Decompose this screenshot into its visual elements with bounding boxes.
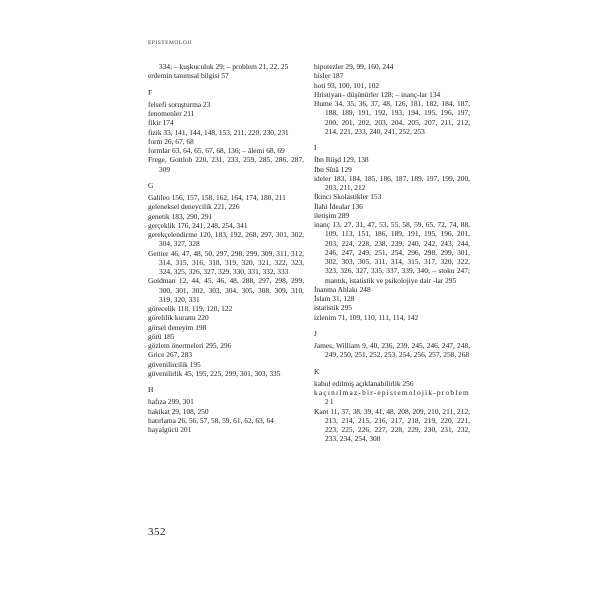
index-entry: form 26, 67, 68 bbox=[148, 136, 194, 146]
index-entry: formlar 63, 64, 65, 67, 68, 136; – âlemi 68, 69 bbox=[148, 146, 285, 155]
index-entry: Frege, Gottlob 220, 231, 233, 259, 285, 286, 287, 309 bbox=[148, 155, 304, 174]
index-entry: Galileo 156, 157, 158, 162, 164, 174, 180, 211 bbox=[148, 193, 286, 202]
index-entry: iletişim 289 bbox=[314, 210, 350, 220]
index-entry: görecelik 118, 119, 120, 122 bbox=[148, 304, 233, 313]
index-entry: hayalgücü 201 bbox=[148, 425, 192, 434]
index-entry: İnanma Ahlakı 248 bbox=[314, 284, 371, 294]
index-entry: İslam 31, 128 bbox=[314, 294, 355, 303]
index-column-left bbox=[148, 62, 304, 434]
index-entry: güvenilirlik 45, 195, 225, 299, 301, 303, 335 bbox=[148, 368, 281, 378]
index-entry: fikir 174 bbox=[148, 118, 174, 128]
index-entry: fizik 33, 141, 144, 148, 153, 211, 220, 230, 231 bbox=[148, 127, 289, 137]
index-entry: gözlem önermeleri 295, 296 bbox=[148, 341, 232, 350]
index-entry: İkinci Skolastikler 153 bbox=[314, 192, 382, 202]
index-entry: inanç 13, 27, 31, 47, 53, 55, 58, 59, 65, 72, 74, 88, 109, 113, 151, 186, 189, 191, 195, 196, 201, 203, 224, 228, 238, 239, 240, 242, 243, 244, 246, 247, 249, 251, 254, 296, 298, 299, 301, 302, 303, 305, 311, 314, 315, 317, 320, 322, 323, 326, 327, 335, 337, 339, 340; – stoku 247; mantık, istatistik ve psikolojiye dair -lar 295 bbox=[314, 220, 470, 285]
index-entry: görü 185 bbox=[148, 331, 175, 341]
index-entry: izlenim 71, 109, 110, 111, 114, 142 bbox=[314, 312, 419, 322]
index-entry: ideler 183, 184, 185, 186, 187, 189, 197, 199, 200, 203, 211, 212 bbox=[314, 173, 470, 192]
index-entry: Hume 34, 35, 36, 37, 48, 126, 181, 182, 184, 187, 188, 189, 191, 192, 193, 194, 195, 196, 197, 200, 201, 202, 203, 204, 205, 207, 211, 212, 214, 221, 233, 240, 241, 252, 253 bbox=[314, 99, 470, 136]
index-entry: Goldman 12, 44, 45, 46, 48, 288, 297, 298, 299, 300, 301, 302, 303, 304, 305, 308, 309, 310, 319, 320, 331 bbox=[148, 276, 304, 304]
index-entry: istatistik 295 bbox=[314, 303, 352, 313]
index-entry: Kant 11, 37, 38, 39, 41, 48, 208, 209, 210, 211, 212, 213, 214, 215, 216, 217, 218, 219, 220, 221, 223, 225, 226, 227, 228, 229, 230, 231, 232, 233, 234, 254, 308 bbox=[314, 406, 470, 444]
index-letter-heading: K bbox=[314, 366, 320, 376]
index-letter-heading: F bbox=[148, 87, 153, 97]
index-entry: İbn Sînâ 129 bbox=[314, 164, 352, 174]
index-entry: hoti 93, 100, 101, 102 bbox=[314, 80, 380, 90]
index-column-right bbox=[314, 62, 470, 444]
index-entry: görsel deneyim 198 bbox=[148, 322, 207, 332]
index-entry: geleneksel deneycilik 221, 226 bbox=[148, 202, 240, 212]
index-entry: kabul edilmiş açıklanabilirlik 256 bbox=[314, 378, 414, 388]
page-number: 352 bbox=[148, 526, 166, 538]
index-entry: Gettier 46, 47, 48, 50, 297, 298, 299, 309, 311, 312, 314, 315, 316, 318, 319, 320, 321, 322, 323, 324, 325, 326, 327, 329, 330, 331, 332, 333 bbox=[148, 248, 304, 276]
index-entry: görelilik kuramı 220 bbox=[148, 313, 209, 323]
index-entry: hipotezler 29, 99, 160, 244 bbox=[314, 62, 394, 71]
index-entry: Grice 267, 283 bbox=[148, 350, 193, 360]
index-letter-heading: J bbox=[314, 328, 317, 338]
index-entry: gerekçelendirme 120, 183, 192, 268, 297, 301, 302, 304, 327, 328 bbox=[148, 230, 304, 249]
index-entry: James, William 9, 40, 236, 239, 245, 246, 247, 248, 249, 250, 251, 252, 253, 254, 256, 257, 258, 268 bbox=[314, 341, 470, 360]
index-entry: fenomenler 211 bbox=[148, 109, 195, 118]
index-entry: gerçeklik 176, 241, 248, 254, 341 bbox=[148, 220, 248, 230]
index-entry: felsefi soruşturma 23 bbox=[148, 99, 211, 109]
index-entry: hafıza 299, 301 bbox=[148, 397, 194, 407]
index-entry: İlahi İdealar 136 bbox=[314, 201, 363, 211]
index-entry: İbn Rüşd 129, 138 bbox=[314, 155, 369, 165]
index-letter-heading: H bbox=[148, 385, 154, 394]
index-entry: güvenilircilik 195 bbox=[148, 359, 201, 369]
index-entry: hatırlama 26, 56, 57, 58, 59, 61, 62, 63, 64 bbox=[148, 415, 274, 425]
index-entry: kaçınılmaz-bir-epistemolojik-problem 21 bbox=[314, 388, 470, 407]
index-entry: Hristiyan– düşünürler 128; – inanç-lar 134 bbox=[314, 89, 441, 99]
running-head: EPISTEMOLOJI bbox=[148, 40, 193, 46]
index-entry: erdemin tanımsal bilgisi 57 bbox=[148, 71, 229, 81]
index-entry: hakikat 29, 108, 250 bbox=[148, 406, 209, 416]
index-letter-heading: I bbox=[314, 143, 317, 152]
index-entry: genetik 183, 290, 291 bbox=[148, 211, 213, 221]
index-letter-heading: G bbox=[148, 180, 154, 190]
index-entry-continuation: 334; – kuşkuculuk 29; – problem 21, 22, 25 bbox=[159, 62, 289, 71]
index-entry: hisler 187 bbox=[314, 71, 344, 81]
